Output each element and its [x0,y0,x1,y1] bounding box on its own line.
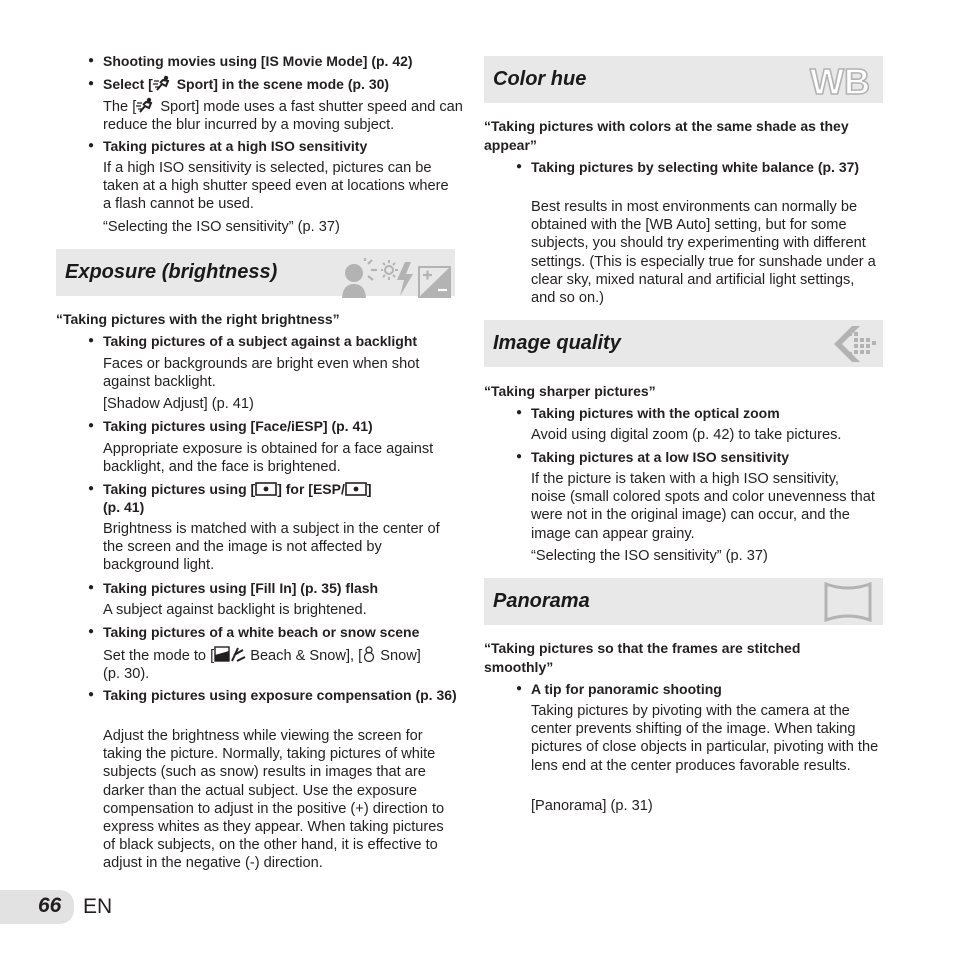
item-description: Adjust the brightness while viewing the screen for taking the picture. Normally, taking pictures of white subjects (such as snow) results in images that are darker than the actual subject. Use the exposure compensation to adjust in the positive (+) direction to express whites as they appear. When taking pictures of black subjects, on the other hand, it is effective to adjust in the negative (-) direction. [103,728,445,872]
item-description: Brightness is matched with a subject in the center of the screen and the image is not affected by background light. [103,521,440,574]
item-description: Faces or backgrounds are bright even when shot against backlight. [103,356,420,391]
sport-mode-icon [153,75,173,91]
item-description: Set the mode to [ Beach & Snow], [ Snow] (p. 30). [103,648,421,683]
sun-flash-icon [381,258,415,298]
snow-icon [362,646,376,662]
bullet-item: ● Taking pictures by selecting white balance (p. 37) [516,158,891,176]
bullet-item: ● A tip for panoramic shooting [516,680,891,698]
bullet-item: ● Shooting movies using [IS Movie Mode] (p. 42) [88,52,483,70]
item-description: Appropriate exposure is obtained for a face against backlight, and the face is brightened. [103,441,434,476]
beach-snow-icon [214,646,246,662]
section-lead: “Taking pictures so that the frames are stitched smoothly” [484,640,801,675]
image-quality-icon [832,324,878,364]
section-title: Exposure (brightness) [65,261,278,283]
sport-description: The [ Sport] mode uses a fast shutter speed and can reduce the blur incurred by a moving subject. [103,99,463,134]
bullet-item: ● Taking pictures using [Fill In] (p. 35) flash [88,579,483,597]
language-label: EN [83,895,113,918]
bullet-item: ● Taking pictures using exposure compensation (p. 36) [88,686,475,704]
spot-metering-icon [345,482,367,496]
section-title: Color hue [493,68,587,90]
bullet-item: ● Taking pictures using [ ] for [ESP/ ] (p. 41) [88,480,483,516]
bullet-item: ● Taking pictures at a high ISO sensitivity [88,137,483,155]
page-number: 66 [38,894,62,917]
bullet-item: ● Taking pictures of a white beach or snow scene [88,623,483,641]
section-lead: “Taking pictures with the right brightness” [56,311,340,327]
exposure-compensation-icon [418,266,452,298]
panorama-icon [824,582,872,622]
item-reference: [Shadow Adjust] (p. 41) [103,396,254,412]
white-balance-icon [808,62,878,98]
item-description: Best results in most environments can normally be obtained with the [WB Auto] setting, but for some subjects, you should try experimenting with different settings. (This is especially true for sunshade under a clear sky, mixed natural and artificial light settings, and so on.) [531,199,876,307]
sport-mode-icon [136,97,156,113]
spot-metering-icon [255,482,277,496]
item-description: Avoid using digital zoom (p. 42) to take pictures. [531,427,842,443]
section-lead: “Taking pictures with colors at the same shade as they appear” [484,118,849,153]
backlight-face-icon [340,258,380,298]
page-number-tab [0,890,74,924]
section-title: Image quality [493,332,621,354]
iso-reference: “Selecting the ISO sensitivity” (p. 37) [103,219,340,235]
bullet-item: ● Taking pictures using [Face/iESP] (p. 41) [88,417,483,435]
item-reference: “Selecting the ISO sensitivity” (p. 37) [531,548,768,564]
bullet-item: ● Select [ Sport] in the scene mode (p. 30) [88,75,483,93]
item-description: Taking pictures by pivoting with the camera at the center prevents shifting of the image. When taking pictures of close objects in particular, pivoting with the lens end at the center produces favorable results. [531,703,879,774]
section-lead: “Taking sharper pictures” [484,383,656,399]
item-description: If the picture is taken with a high ISO sensitivity, noise (small colored spots and color unevenness that were not in the original image) can occur, and the image can appear grainy. [531,471,875,542]
item-description: A subject against backlight is brightened. [103,602,367,618]
bullet-item: ● Taking pictures with the optical zoom [516,404,891,422]
item-reference: [Panorama] (p. 31) [531,798,653,814]
svg-text:WB: WB [810,62,870,98]
bullet-item: ● Taking pictures at a low ISO sensitivity [516,448,891,466]
iso-description: If a high ISO sensitivity is selected, pictures can be taken at a high shutter speed even at locations where a flash cannot be used. [103,160,449,213]
section-title: Panorama [493,590,590,612]
bullet-item: ● Taking pictures of a subject against a backlight [88,332,483,350]
